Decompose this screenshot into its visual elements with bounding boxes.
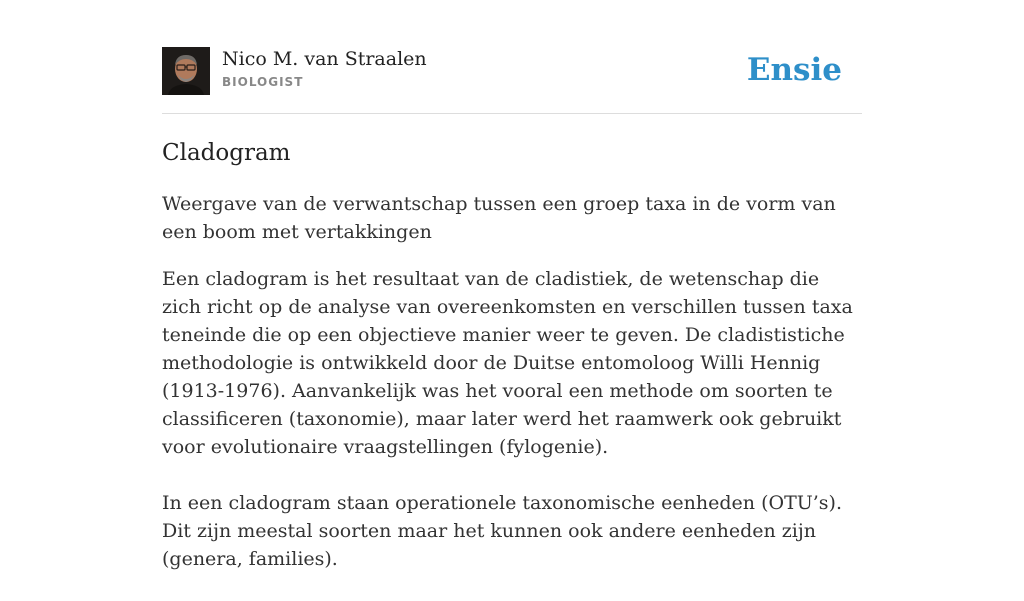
author-avatar[interactable] (162, 47, 210, 95)
article-body (162, 265, 862, 601)
author-name[interactable]: Nico M. van Straalen (222, 48, 427, 70)
article-title: Cladogram (162, 140, 291, 166)
header-divider (162, 113, 862, 114)
article-paragraph: Een cladogram is het resultaat van de cladistiek, de wetenschap die zich richt op de analyse van overeenkomsten en verschillen tussen taxa teneinde die op een objectieve manier weer te geven. De cladististiche methodologie is ontwikkeld door de Duitse entomoloog Willi Hennig (1913-1976). Aanvankelijk was het vooral een methode om soorten te classificeren (taxonomie), maar later werd het raamwerk ook gebruikt voor evolutionaire vraagstellingen (fylogenie). (162, 268, 853, 458)
brand-logo[interactable]: Ensie (746, 52, 842, 88)
author-role: BIOLOGIST (222, 75, 304, 89)
article-summary: Weergave van de verwantschap tussen een groep taxa in de vorm van een boom met vertakkingen (162, 193, 836, 243)
avatar-portrait-image (162, 47, 210, 95)
article-paragraph: In een cladogram staan operationele taxonomische eenheden (OTU’s). Dit zijn meestal soorten maar het kunnen ook andere eenheden zijn (genera, families). (162, 492, 842, 570)
author-header (162, 47, 862, 95)
